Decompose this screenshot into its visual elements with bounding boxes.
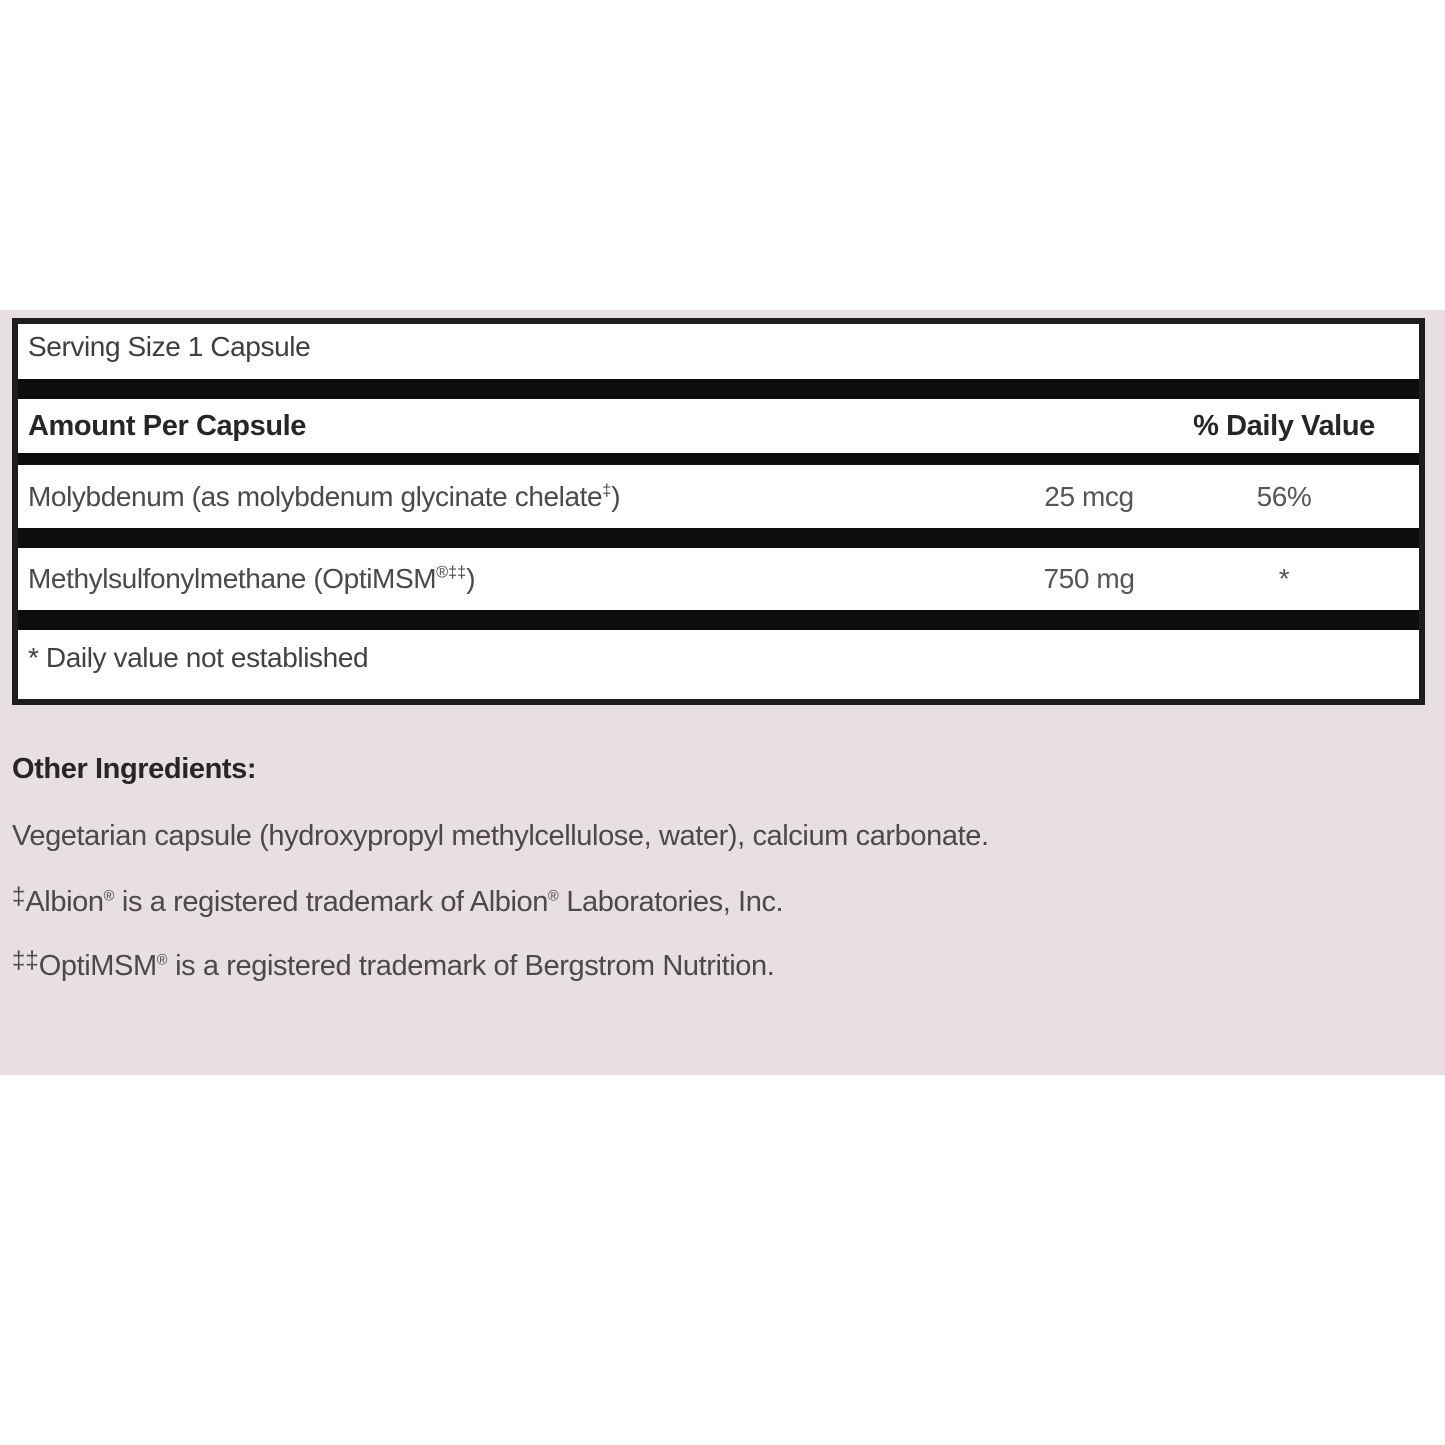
ingredient-name [28,481,989,513]
daily-value-header: % Daily Value [1193,409,1375,442]
table-row-molybdenum [18,465,1419,528]
divider-bar-2 [18,453,1419,465]
brand-name: OptiMSM [38,950,157,982]
trademark-text-end: Laboratories, Inc. [558,886,784,918]
trademark-text: is a registered trademark of Bergstrom Nutrition. [167,950,775,982]
ingredient-amount: 25 mcg [1044,480,1134,512]
divider-bar-4 [18,610,1419,630]
serving-size-text: Serving Size 1 Capsule [28,331,311,362]
other-ingredients-text: Vegetarian capsule (hydroxypropyl methylcellulose, water), calcium carbonate. [12,820,989,852]
double-dagger-marker: ‡‡ [12,947,39,974]
table-row-msm [18,548,1419,610]
ingredient-name-suffix: ) [466,563,476,594]
dagger-marker: ‡ [12,883,26,910]
divider-bar-3 [18,528,1419,548]
ingredient-amount: 750 mg [1043,563,1135,594]
registered-mark: ® [156,952,168,969]
ingredient-daily-value: 56% [1256,480,1312,512]
other-ingredients-title: Other Ingredients: [12,753,257,785]
ingredient-name-suffix: ) [611,480,621,512]
registered-mark: ® [547,888,559,905]
ingredient-name-text: Molybdenum (as molybdenum glycinate chelate [28,480,603,512]
label-background [0,310,1445,1075]
daily-value-footnote: * Daily value not established [28,642,369,673]
supplement-facts-panel [12,318,1425,705]
optimsm-trademark-note [12,947,774,983]
registered-mark: ® [103,888,115,905]
ingredient-name-text: Methylsulfonylmethane (OptiMSM [28,563,437,594]
table-header-row [18,399,1419,453]
footnote-marker: ®‡‡ [436,563,467,582]
brand-name: Albion [25,886,104,918]
amount-per-capsule-header: Amount Per Capsule [28,409,307,442]
divider-bar-1 [18,379,1419,399]
ingredient-name [28,563,989,595]
trademark-text: is a registered trademark of Albion [114,886,548,918]
footnote-marker: ‡ [602,481,612,500]
ingredient-daily-value: * [1278,563,1290,594]
albion-trademark-note [12,883,783,919]
